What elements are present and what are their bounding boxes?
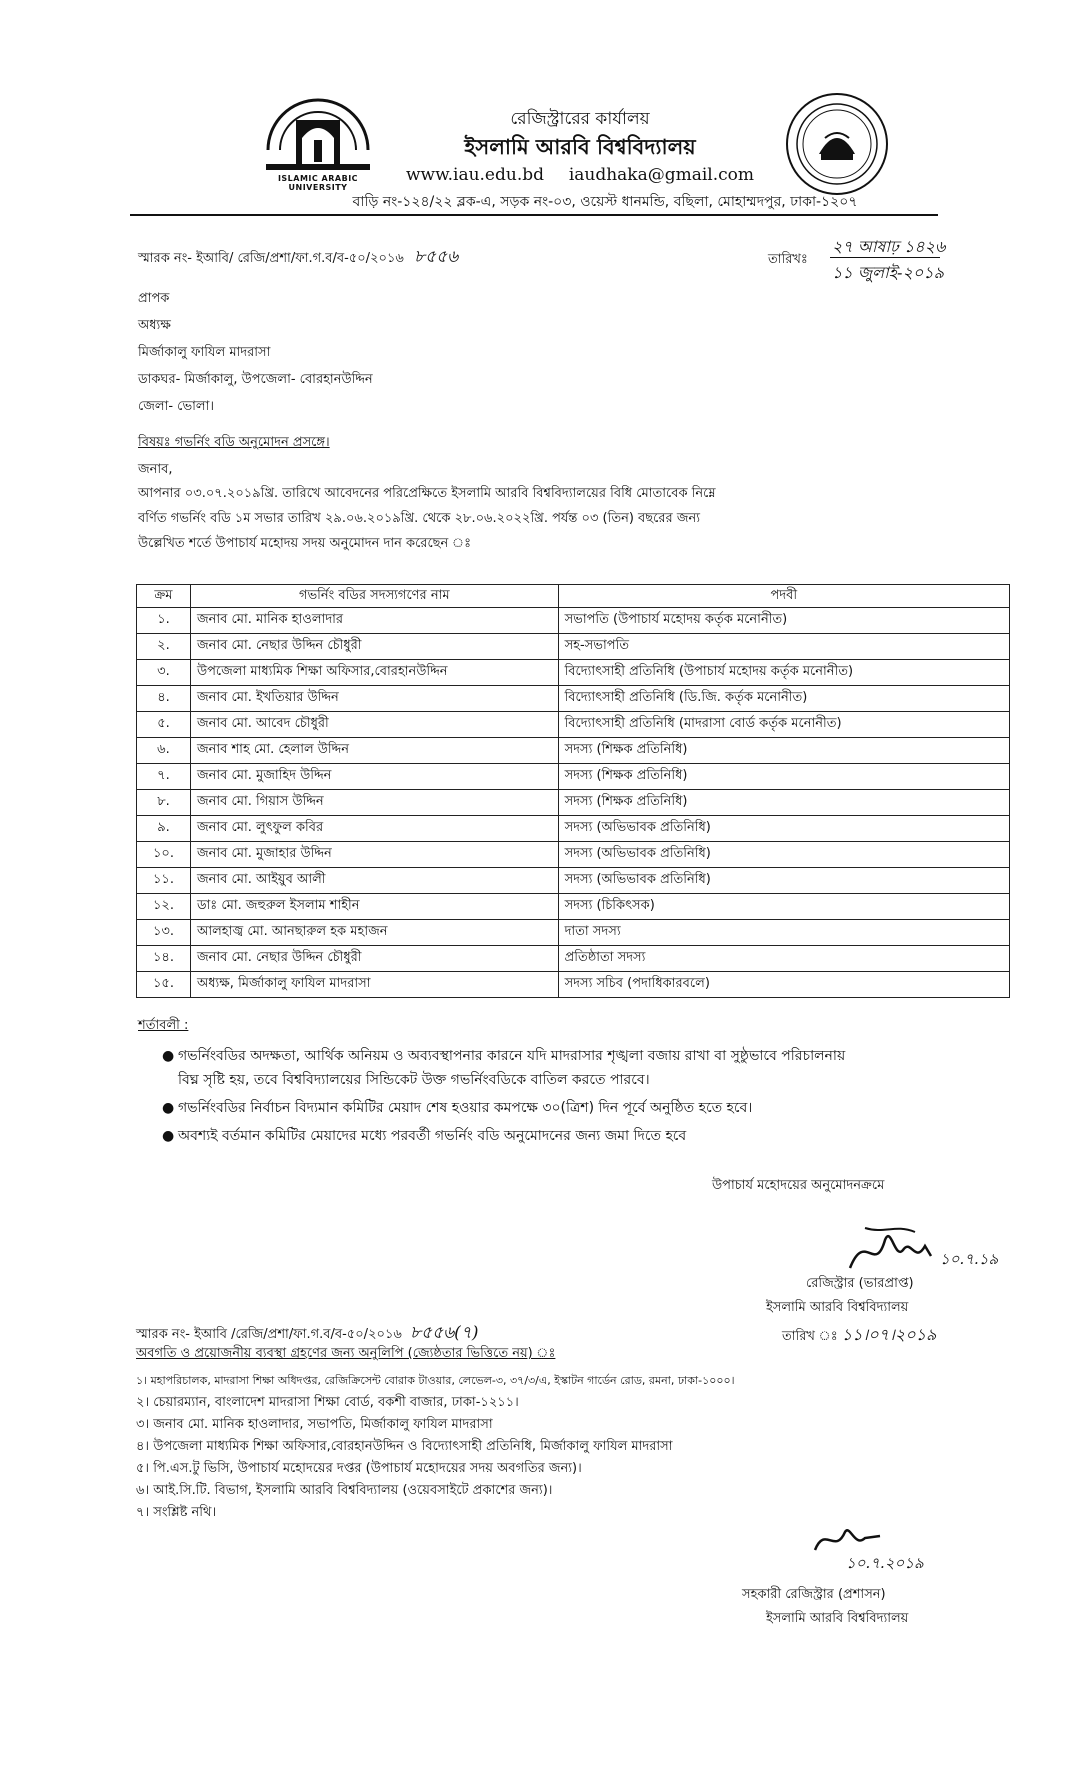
body-paragraph (138, 481, 938, 556)
cell-designation: সহ-সভাপতি (558, 634, 1009, 660)
condition-item: ● অবশ্যই বর্তমান কমিটির মেয়াদের মধ্যে পরবর্তী গভর্নিং বডি অনুমোদনের জন্য জমা দিতে হবে (178, 1124, 1010, 1148)
recipient-title: অধ্যক্ষ (138, 318, 171, 333)
table-row (137, 816, 1010, 842)
recipient-district: জেলা- ভোলা। (138, 399, 215, 414)
registrar-date-value: ১১।০৭।২০১৯ (841, 1325, 937, 1344)
cc-item: ২। চেয়ারম্যান, বাংলাদেশ মাদরাসা শিক্ষা বোর্ড, বকশী বাজার, ঢাকা-১২১১। (136, 1395, 519, 1410)
memo-ref-label: স্মারক নং- ইআবি/ রেজি/প্রশা/ফা.গ.ব/ব-৫০/২০১৬ (138, 251, 404, 266)
cc-item: ৩। জনাব মো. মানিক হাওলাদার, সভাপতি, মির্জাকালু ফাযিল মাদরাসা (136, 1417, 493, 1432)
cell-member-name: জনাব মো. নেছার উদ্দিন চৌধুরী (190, 946, 558, 972)
recipient-block (138, 285, 373, 420)
body-line-3: উল্লেখিত শর্তে উপাচার্য মহোদয় সদয় অনুমোদন দান করেছেন ঃ (138, 536, 472, 551)
assistant-registrar-role: সহকারী রেজিস্ট্রার (প্রশাসন) (742, 1587, 886, 1602)
cell-designation: সদস্য (অভিভাবক প্রতিনিধি) (558, 816, 1009, 842)
recipient-institution: মির্জাকালু ফাযিল মাদরাসা (138, 345, 271, 360)
condition-item: ● গভর্নিংবডির অদক্ষতা, আর্থিক অনিয়ম ও অব্যবস্থাপনার কারনে যদি মাদরাসার শৃঙ্খলা বজায় রাখা বা সুষ্ঠুভাবে পরিচালনায় (178, 1044, 1010, 1068)
cell-designation: প্রতিষ্ঠাতা সদস্য (558, 946, 1009, 972)
cell-serial: ১. (137, 608, 191, 634)
table-body (137, 608, 1010, 998)
cell-serial: ১০. (137, 842, 191, 868)
cell-designation: সদস্য সচিব (পদাধিকারবলে) (558, 972, 1009, 998)
cc-item: ৬। আই.সি.টি. বিভাগ, ইসলামি আরবি বিশ্ববিদ্যালয় (ওয়েবসাইটে প্রকাশের জন্য)। (136, 1483, 553, 1498)
cell-serial: ৪. (137, 686, 191, 712)
table-row (137, 868, 1010, 894)
registrar-date-label: তারিখ ঃ (782, 1329, 838, 1344)
cell-designation: সদস্য (চিকিৎসক) (558, 894, 1009, 920)
cc-list (136, 1370, 956, 1524)
col-header-serial: ক্রম (137, 585, 191, 608)
cell-member-name: জনাব মো. মুজাহিদ উদ্দিন (190, 764, 558, 790)
table-row (137, 660, 1010, 686)
cell-designation: বিদ্যোৎসাহী প্রতিনিধি (উপাচার্য মহোদয় কর্তৃক মনোনীত) (558, 660, 1009, 686)
subject-line: বিষয়ঃ গভর্নিং বডি অনুমোদন প্রসঙ্গে। (138, 435, 330, 450)
table-row (137, 920, 1010, 946)
cell-designation: দাতা সদস্য (558, 920, 1009, 946)
contact-line (380, 165, 780, 185)
cell-designation: সদস্য (শিক্ষক প্রতিনিধি) (558, 790, 1009, 816)
body-line-2: বর্ণিত গভর্নিং বডি ১ম সভার তারিখ ২৯.০৬.২০১৯খ্রি. থেকে ২৮.০৬.২০২২খ্রি. পর্যন্ত ০৩ (তিন) বছরের জন্য (138, 511, 700, 526)
recipient-post: ডাকঘর- মির্জাকালু, উপজেলা- বোরহানউদ্দিন (138, 372, 373, 387)
table-row (137, 790, 1010, 816)
cell-designation: সভাপতি (উপাচার্য মহোদয় কর্তৃক মনোনীত) (558, 608, 1009, 634)
table-row (137, 972, 1010, 998)
memo-date-english: ১১ জুলাই-২০১৯ (832, 263, 945, 282)
col-header-designation: পদবী (558, 585, 1009, 608)
memo-ref-number: ৮৫৫৬ (414, 247, 459, 267)
cc-item: ৭। সংশ্লিষ্ট নথি। (136, 1505, 217, 1520)
cell-member-name: ডাঃ মো. জহুরুল ইসলাম শাহীন (190, 894, 558, 920)
cell-member-name: আলহাজ্ব মো. আনছারুল হক মহাজন (190, 920, 558, 946)
cell-designation: বিদ্যোৎসাহী প্রতিনিধি (মাদরাসা বোর্ড কর্তৃক মনোনীত) (558, 712, 1009, 738)
cell-designation: সদস্য (অভিভাবক প্রতিনিধি) (558, 842, 1009, 868)
bullet-icon: ● (162, 1048, 175, 1064)
cc-item: ৪। উপজেলা মাধ্যমিক শিক্ষা অফিসার,বোরহানউদ্দিন ও বিদ্যোৎসাহী প্রতিনিধি, মির্জাকালু ফাযিল মাদরাসা (136, 1439, 673, 1454)
governing-body-table (136, 584, 1010, 998)
cell-designation: সদস্য (শিক্ষক প্রতিনিধি) (558, 764, 1009, 790)
approval-note: উপাচার্য মহোদয়ের অনুমোদনক্রমে (712, 1178, 885, 1193)
table-row (137, 842, 1010, 868)
registrar-date (782, 1322, 936, 1349)
bullet-icon: ● (162, 1100, 175, 1116)
cell-member-name: জনাব মো. মুজাহার উদ্দিন (190, 842, 558, 868)
cell-serial: ৮. (137, 790, 191, 816)
table-row (137, 686, 1010, 712)
assistant-registrar-org: ইসলামি আরবি বিশ্ববিদ্যালয় (766, 1611, 909, 1626)
cc-ref-label: স্মারক নং- ইআবি /রেজি/প্রশা/ফা.গ.ব/ব-৫০/২০১৬ (136, 1327, 402, 1342)
cell-member-name: জনাব শাহ মো. হেলাল উদ্দিন (190, 738, 558, 764)
cell-member-name: জনাব মো. আবেদ চৌধুরী (190, 712, 558, 738)
memo-date-label: তারিখঃ (768, 252, 808, 267)
cell-serial: ১১. (137, 868, 191, 894)
cell-serial: ১৫. (137, 972, 191, 998)
recipient-to: প্রাপক (138, 291, 170, 306)
cell-designation: বিদ্যোৎসাহী প্রতিনিধি (ডি.জি. কর্তৃক মনোনীত) (558, 686, 1009, 712)
condition-item: ● গভর্নিংবডির নির্বাচন বিদ্যমান কমিটির মেয়াদ শেষ হওয়ার কমপক্ষে ৩০(ত্রিশ) দিন পূর্বে অনুষ্ঠিত হতে হবে। (178, 1096, 1010, 1120)
university-name: ইসলামি আরবি বিশ্ববিদ্যালয় (464, 135, 696, 159)
cell-member-name: জনাব মো. আইয়ুব আলী (190, 868, 558, 894)
cell-member-name: জনাব মো. নেছার উদ্দিন চৌধুরী (190, 634, 558, 660)
cell-serial: ৯. (137, 816, 191, 842)
cell-member-name: জনাব মো. লুৎফুল কবির (190, 816, 558, 842)
table-header-row (137, 585, 1010, 608)
cell-serial: ২. (137, 634, 191, 660)
registrar-role: রেজিস্ট্রার (ভারপ্রাপ্ত) (806, 1276, 914, 1291)
table-row (137, 738, 1010, 764)
header-divider (130, 214, 938, 216)
cell-serial: ৩. (137, 660, 191, 686)
cell-member-name: জনাব মো. ইখতিয়ার উদ্দিন (190, 686, 558, 712)
cell-serial: ১২. (137, 894, 191, 920)
cell-member-name: জনাব মো. মানিক হাওলাদার (190, 608, 558, 634)
conditions-list (160, 1044, 1010, 1148)
table-row (137, 712, 1010, 738)
seal-icon (785, 92, 890, 197)
memo-date-bangla: ২৭ আষাঢ় ১৪২৬ (832, 237, 946, 256)
cc-item: ১। মহাপরিচালক, মাদরাসা শিক্ষা অধিদপ্তর, রেজিক্রিসেন্ট বোরাক টাওয়ার, লেভেল-৩, ৩৭/৩/এ, ইস্কাটন গার্ডেন রোড, রমনা, ঢাকা-১০০০। (136, 1374, 735, 1387)
cell-serial: ১৪. (137, 946, 191, 972)
cell-designation: সদস্য (অভিভাবক প্রতিনিধি) (558, 868, 1009, 894)
cell-member-name: জনাব মো. গিয়াস উদ্দিন (190, 790, 558, 816)
logo-caption: ISLAMIC ARABIC UNIVERSITY (277, 174, 359, 192)
conditions-title: শর্তাবলী : (138, 1018, 189, 1033)
email-link[interactable]: iaudhaka@gmail.com (568, 165, 755, 185)
cc-ref-number: ৮৫৫৬(৭) (410, 1323, 479, 1343)
cell-member-name: উপজেলা মাধ্যমিক শিক্ষা অফিসার,বোরহানউদ্দিন (190, 660, 558, 686)
cell-serial: ৭. (137, 764, 191, 790)
body-line-1: আপনার ০৩.০৭.২০১৯খ্রি. তারিখে আবেদনের পরিপ্রেক্ষিতে ইসলামি আরবি বিশ্ববিদ্যালয়ের বিধি মোতাবেক নিম্নে (138, 486, 716, 501)
table-row (137, 608, 1010, 634)
table-row (137, 946, 1010, 972)
cell-serial: ১৩. (137, 920, 191, 946)
table-row (137, 764, 1010, 790)
table-row (137, 634, 1010, 660)
cc-heading: অবগতি ও প্রয়োজনীয় ব্যবস্থা গ্রহণের জন্য অনুলিপি (জ্যেষ্ঠতার ভিত্তিতে নয়) ঃ (136, 1346, 556, 1361)
cell-designation: সদস্য (শিক্ষক প্রতিনিধি) (558, 738, 1009, 764)
registrar-org: ইসলামি আরবি বিশ্ববিদ্যালয় (766, 1300, 909, 1315)
cell-serial: ৫. (137, 712, 191, 738)
office-name: রেজিস্ট্রারের কার্যালয় (510, 109, 650, 129)
memo-reference (138, 244, 458, 272)
salutation: জনাব, (138, 462, 173, 477)
cc-item: ৫। পি.এস.টু ভিসি, উপাচার্য মহোদয়ের দপ্তর (উপাচার্য মহোদয়ের সদয় অবগতির জন্য)। (136, 1461, 582, 1476)
address-line: বাড়ি নং-১২৪/২২ ব্লক-এ, সড়ক নং-০৩, ওয়েস্ট ধানমন্ডি, বছিলা, মোহাম্মদপুর, ঢাকা-১২০৭ (352, 194, 858, 210)
bullet-icon: ● (162, 1128, 175, 1144)
website-link[interactable]: www.iau.edu.bd (405, 165, 544, 185)
table-row (137, 894, 1010, 920)
condition-item-cont: বিঘ্ন সৃষ্টি হয়, তবে বিশ্ববিদ্যালয়ের সিন্ডিকেট উক্ত গভর্নিংবডিকে বাতিল করতে পারবে। (178, 1072, 650, 1088)
assistant-registrar-sign-date: ১০.৭.২০১৯ (846, 1554, 924, 1572)
memo-date-underline (830, 257, 940, 258)
cell-serial: ৬. (137, 738, 191, 764)
cell-member-name: অধ্যক্ষ, মির্জাকালু ফাযিল মাদরাসা (190, 972, 558, 998)
registrar-sign-date: ১০.৭.১৯ (940, 1250, 999, 1268)
university-seal-right (785, 92, 890, 197)
col-header-name: গভর্নিং বডির সদস্যগণের নাম (190, 585, 558, 608)
